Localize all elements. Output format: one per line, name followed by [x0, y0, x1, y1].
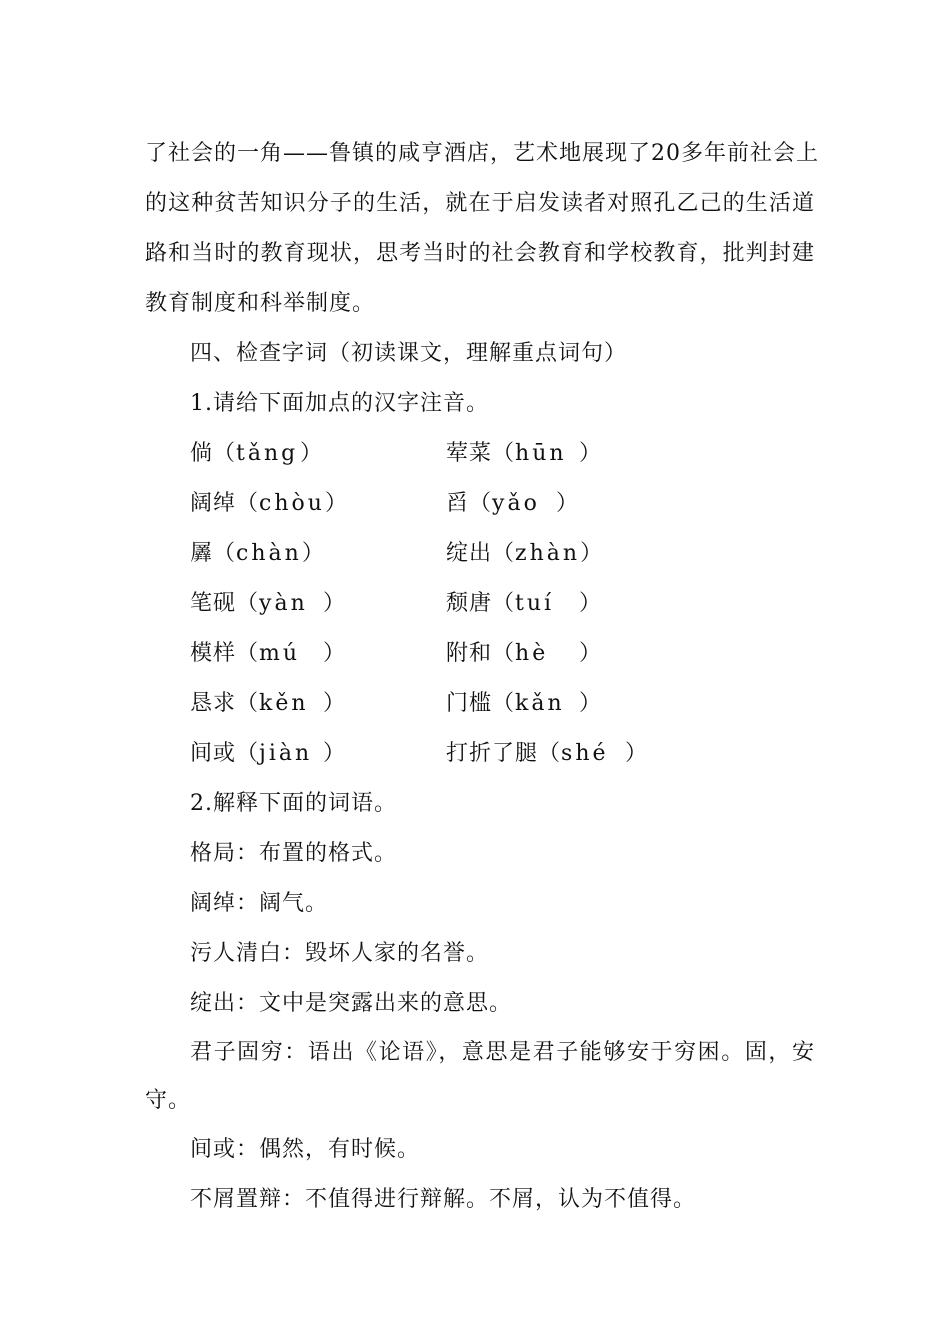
open-paren: （ [492, 641, 516, 666]
pinyin-word: 阔绰 [190, 491, 237, 516]
pinyin-answer: yàn [259, 591, 308, 616]
close-paren: ） [579, 691, 603, 716]
close-paren: ） [301, 541, 325, 566]
intro-line-3: 路和当时的教育现状，思考当时的社会教育和学校教育，批判封建 [145, 241, 815, 266]
pinyin-answer: jiàn [259, 741, 313, 766]
pinyin-item-right [446, 539, 603, 569]
pinyin-word: 羼 [190, 541, 214, 566]
open-paren: （ [469, 491, 493, 516]
open-paren: （ [492, 591, 516, 616]
pinyin-word: 间或 [190, 741, 237, 766]
pinyin-word: 倘 [190, 441, 214, 466]
section-heading: 四、检查字词（初读课文，理解重点词句） [190, 341, 628, 366]
pinyin-answer: kěn [259, 691, 309, 716]
pinyin-item-right [446, 639, 602, 669]
pinyin-word: 模样 [190, 641, 237, 666]
pinyin-answer: shé [561, 741, 609, 766]
pinyin-word: 笔砚 [190, 591, 237, 616]
definition-wuren-qingbai: 污人清白：毁坏人家的名誉。 [190, 941, 490, 966]
question1-title: 1.请给下面加点的汉字注音。 [190, 391, 489, 416]
open-paren: （ [236, 641, 260, 666]
intro-line-1: 了社会的一角——鲁镇的咸亨酒店，艺术地展现了20多年前社会上 [145, 141, 819, 166]
pinyin-word: 荤菜 [446, 441, 493, 466]
pinyin-item-right [446, 689, 602, 719]
close-paren: ） [625, 741, 649, 766]
definition-buxie-zhibian: 不屑置辩：不值得进行辩解。不屑，认为不值得。 [190, 1187, 697, 1212]
pinyin-item-left [190, 589, 346, 619]
open-paren: （ [213, 441, 237, 466]
pinyin-word: 颓唐 [446, 591, 493, 616]
pinyin-answer: zhàn [515, 541, 581, 566]
pinyin-answer: kǎn [515, 691, 565, 716]
pinyin-item-left [190, 439, 323, 469]
open-paren: （ [538, 741, 562, 766]
pinyin-answer: tǎng [236, 441, 299, 466]
close-paren: ） [324, 491, 348, 516]
close-paren: ） [323, 591, 347, 616]
open-paren: （ [492, 441, 516, 466]
close-paren: ） [579, 441, 603, 466]
question2-title: 2.解释下面的词语。 [190, 791, 397, 816]
pinyin-word: 舀 [446, 491, 470, 516]
pinyin-answer: yǎo [492, 491, 540, 516]
close-paren: ） [579, 591, 603, 616]
open-paren: （ [236, 591, 260, 616]
definition-geju: 格局：布置的格式。 [190, 841, 398, 866]
pinyin-item-right [446, 739, 648, 769]
pinyin-item-right [446, 439, 602, 469]
pinyin-answer: tuí [515, 591, 555, 616]
close-paren: ） [580, 541, 604, 566]
pinyin-word: 附和 [446, 641, 493, 666]
pinyin-item-left [190, 689, 346, 719]
pinyin-item-right [446, 489, 579, 519]
close-paren: ） [556, 491, 580, 516]
definition-junzi-gu-qiong: 君子固穷：语出《论语》，意思是君子能够安于穷困。固，安 [190, 1040, 815, 1065]
pinyin-word: 打折了腿 [446, 741, 539, 766]
close-paren: ） [323, 691, 347, 716]
definition-junzi-gu-qiong-cont: 守。 [145, 1088, 192, 1113]
intro-line-2: 的这种贫苦知识分子的生活，就在于启发读者对照孔乙己的生活道 [145, 191, 815, 216]
intro-line-4: 教育制度和科举制度。 [145, 291, 376, 316]
definition-kuochuo: 阔绰：阔气。 [190, 891, 329, 916]
open-paren: （ [236, 741, 260, 766]
close-paren: ） [323, 741, 347, 766]
close-paren: ） [323, 641, 347, 666]
pinyin-word: 恳求 [190, 691, 237, 716]
pinyin-item-left [190, 489, 348, 519]
pinyin-item-left [190, 539, 325, 569]
close-paren: ） [579, 641, 603, 666]
open-paren: （ [236, 491, 260, 516]
open-paren: （ [213, 541, 237, 566]
close-paren: ） [300, 441, 324, 466]
definition-jianhuo: 间或：偶然，有时候。 [190, 1137, 421, 1162]
pinyin-item-left [190, 739, 346, 769]
pinyin-answer: chàn [236, 541, 302, 566]
pinyin-answer: hè [515, 641, 549, 666]
pinyin-word: 门槛 [446, 691, 493, 716]
pinyin-word: 绽出 [446, 541, 493, 566]
pinyin-item-left [190, 639, 346, 669]
definition-zhanchu: 绽出：文中是突露出来的意思。 [190, 991, 513, 1016]
pinyin-answer: chòu [259, 491, 325, 516]
open-paren: （ [236, 691, 260, 716]
open-paren: （ [492, 541, 516, 566]
pinyin-answer: hūn [515, 441, 567, 466]
open-paren: （ [492, 691, 516, 716]
pinyin-answer: mú [259, 641, 301, 666]
pinyin-item-right [446, 589, 602, 619]
